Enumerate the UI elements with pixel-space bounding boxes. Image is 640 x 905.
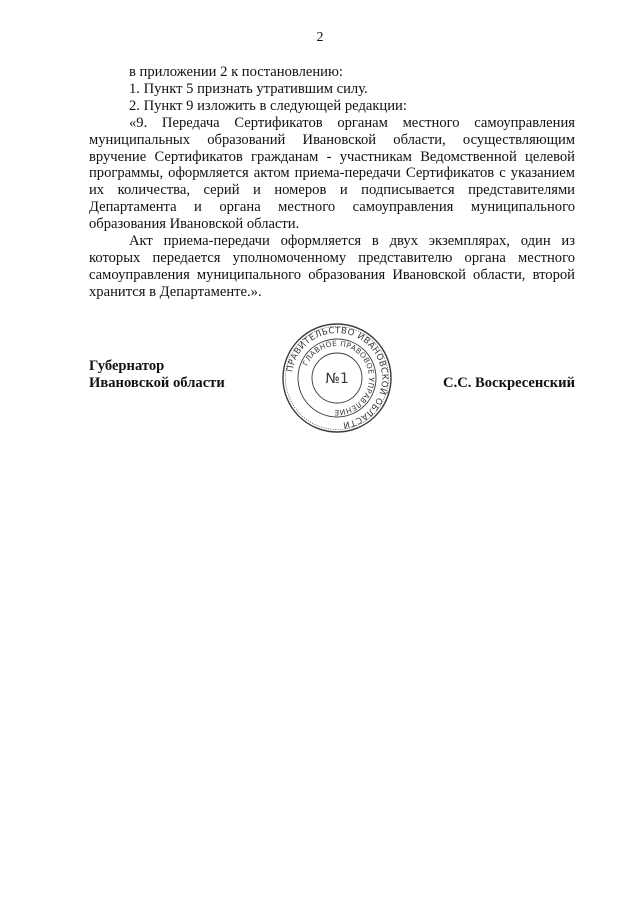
paragraph-item-2: 2. Пункт 9 изложить в следующей редакции: [129, 97, 407, 114]
paragraph-act: Акт приема-передачи оформляется в двух экземплярах, один из которых передается уполномоченному представителю органа местного самоуправления муниципального образования Ивановской области, второй хранится в Департаменте.». [89, 233, 575, 300]
signer-title-line-1: Губернатор [89, 358, 165, 374]
official-seal [281, 322, 393, 434]
paragraph-appendix: в приложении 2 к постановлению: [129, 64, 343, 80]
signer-name: С.С. Воскресенский [443, 374, 575, 391]
page-number: 2 [316, 30, 324, 45]
paragraph-item-1: 1. Пункт 5 признать утратившим силу. [129, 80, 368, 97]
seal-inner-text: ГЛАВНОЕ ПРАВОВОЕ УПРАВЛЕНИЕ [300, 338, 377, 418]
signer-title-line-2: Ивановской области [89, 374, 225, 391]
paragraph-clause-9: «9. Передача Сертификатов органам местного самоуправления муниципальных образований Ивановской области, осуществляющим вручение Сертификатов гражданам - участникам Ведомственной целевой программы, оформляется актом приема-передачи Сертификатов с указанием их количества, серий и номеров и подписывается представителями Департамента и органа местного самоуправления муниципального образования Ивановской области. [89, 114, 575, 233]
seal-outer-text: ПРАВИТЕЛЬСТВО ИВАНОВСКОЙ ОБЛАСТИ [285, 325, 390, 430]
signer-title [89, 358, 225, 391]
document-body [89, 64, 575, 301]
seal-number: №1 [325, 371, 349, 387]
seal-graphic [281, 322, 393, 434]
